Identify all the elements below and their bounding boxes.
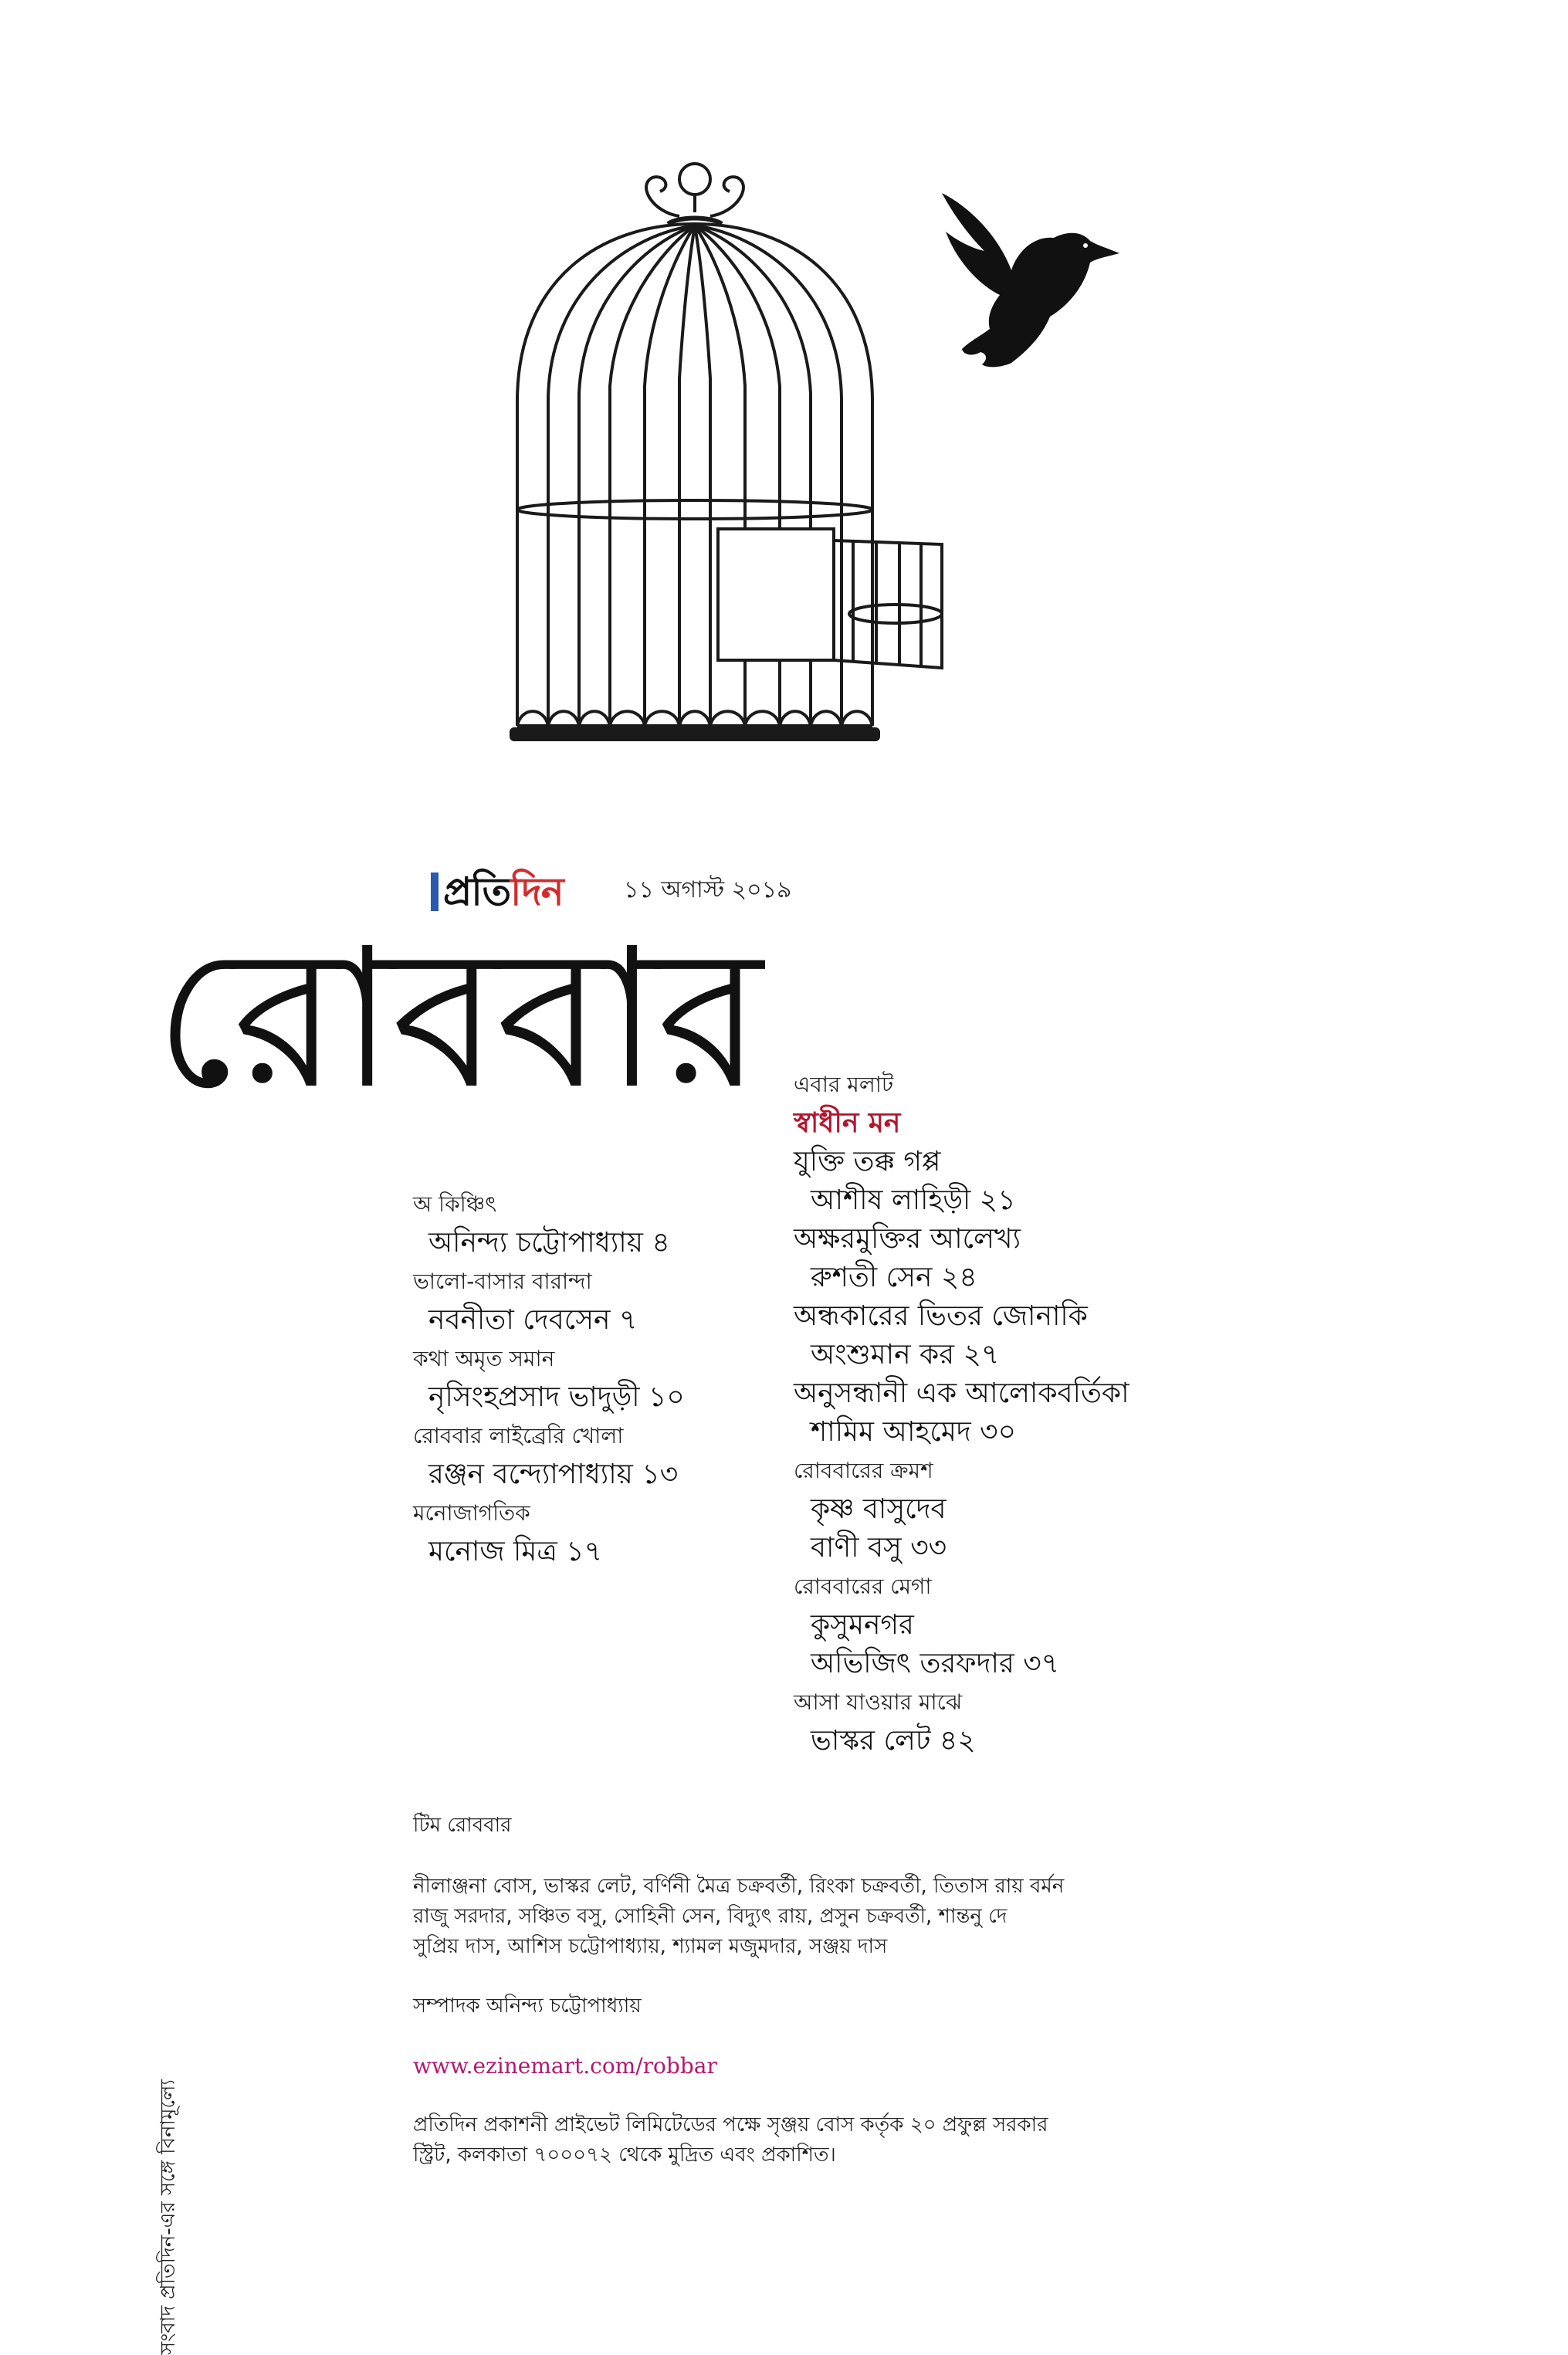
team-heading: টিম রোববার <box>413 1814 512 1837</box>
website-link[interactable]: www.ezinemart.com/robbar <box>413 2053 717 2079</box>
serial-author: বাণী বসু ৩৩ <box>811 1532 947 1564</box>
toc-right-column <box>794 1066 1257 1760</box>
toc-entry-author: আশীষ লাহিড়ী ২১ <box>811 1184 1016 1216</box>
toc-entry: নৃসিংহপ্রসাদ ভাদুড়ী ১০ <box>428 1381 685 1413</box>
toc-entry-title: অন্ধকারের ভিতর জোনাকি <box>794 1300 1088 1332</box>
toc-entry: অনিন্দ্য চট্টোপাধ্যায় ৪ <box>428 1227 670 1259</box>
logo-text-right: দিন <box>510 869 564 914</box>
serial-label: রোববারের ক্রমশ <box>794 1458 933 1483</box>
dove-illustration <box>926 178 1127 386</box>
mega-title: কুসুমনগর <box>811 1609 914 1641</box>
team-credits <box>413 1811 1278 2170</box>
toc-entry-title: যুক্তি তক্ক গপ্প <box>794 1146 941 1178</box>
toc-entry: রঞ্জন বন্দ্যোপাধ্যায় ১৩ <box>428 1459 679 1490</box>
mega-author: অভিজিৎ তরফদার ৩৭ <box>811 1648 1060 1679</box>
toc-section: মনোজাগতিক <box>413 1500 530 1526</box>
toc-left-column <box>413 1185 799 1571</box>
toc-section: অ কিঞ্চিৎ <box>413 1191 497 1217</box>
toc-section: কথা অমৃত সমান <box>413 1346 555 1371</box>
toc-entry-title: অক্ষরমুক্তির আলেখ্য <box>794 1223 1021 1255</box>
team-line: রাজু সরদার, সঞ্চিত বসু, সোহিনী সেন, বিদ্যুৎ রায়, প্রসুন চক্রবর্তী, শান্তনু দে <box>413 1905 1008 1928</box>
side-credit-text: সংবাদ প্রতিদিন-এর সঙ্গে বিনামূল্যে <box>157 2079 180 2355</box>
toc-entry: নবনীতা দেবসেন ৭ <box>428 1304 638 1336</box>
birdcage-illustration <box>486 139 965 749</box>
publisher-line: স্ট্রিট, কলকাতা ৭০০০৭২ থেকে মুদ্রিত এবং প্রকাশিত। <box>413 2143 836 2167</box>
toc-section: রোববার লাইব্রেরি খোলা <box>413 1423 624 1449</box>
toc-entry: মনোজ মিত্র ১৭ <box>428 1536 602 1567</box>
toc-entry-author: শামিম আহমেদ ৩০ <box>811 1416 1016 1448</box>
issue-date: ১১ অগাস্ট ২০১৯ <box>624 876 792 903</box>
toc-entry-author: রুশতী সেন ২৪ <box>811 1262 977 1293</box>
team-line: সুপ্রিয় দাস, আশিস চট্টোপাধ্যায়, শ্যামল মজুমদার, সঞ্জয় দাস <box>413 1935 888 1958</box>
side-credit <box>154 1815 185 2355</box>
column-author: ভাস্কর লেট ৪২ <box>811 1725 976 1757</box>
serial-title: কৃষ্ণ বাসুদেব <box>811 1493 947 1525</box>
column-label: আসা যাওয়ার মাঝে <box>794 1689 963 1715</box>
magazine-title: রোববার <box>154 906 760 1131</box>
toc-entry-title: অনুসন্ধানী এক আলোকবর্তিকা <box>794 1377 1129 1409</box>
editor-credit: সম্পাদক অনিন্দ্য চট্টোপাধ্যায় <box>413 1994 642 2018</box>
publisher-line: প্রতিদিন প্রকাশনী প্রাইভেট লিমিটেডের পক্ষে সৃঞ্জয় বোস কর্তৃক ২০ প্রফুল্ল সরকার <box>413 2113 1048 2136</box>
logo-text-left: প্রতি <box>443 869 511 914</box>
toc-entry-author: অংশুমান কর ২৭ <box>811 1339 1000 1371</box>
cover-story-title: স্বাধীন মন <box>794 1107 901 1139</box>
cover-story-label: এবার মলাট <box>794 1072 894 1097</box>
toc-section: ভালো-বাসার বারান্দা <box>413 1269 592 1294</box>
mega-label: রোববারের মেগা <box>794 1574 932 1599</box>
team-line: নীলাঞ্জনা বোস, ভাস্কর লেট, বর্ণিনী মৈত্র চক্রবর্তী, রিংকা চক্রবর্তী, তিতাস রায় বর্মন <box>413 1875 1065 1898</box>
